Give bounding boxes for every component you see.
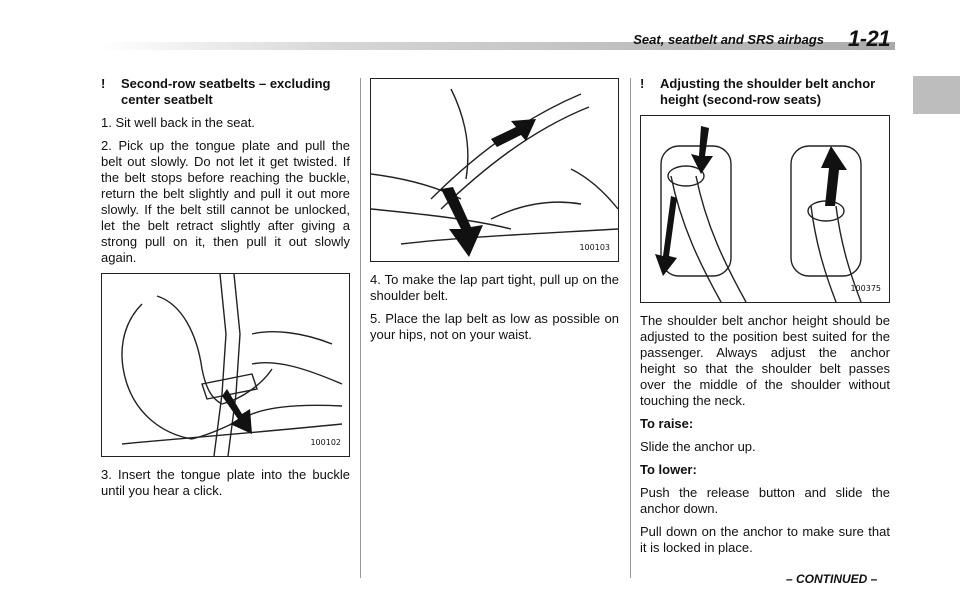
paragraph-lock-check: Pull down on the anchor to make sure that it is locked in place.	[640, 524, 890, 555]
step-1: 1. Sit well back in the seat.	[101, 115, 255, 130]
heading-text: Adjusting the shoulder belt anchor height (second-row seats)	[660, 76, 876, 107]
continued-note: – CONTINUED –	[786, 572, 878, 586]
chapter-tab	[913, 76, 960, 114]
column-divider-left	[360, 78, 361, 578]
figure-pull-shoulder	[370, 78, 619, 262]
figure-code: 100103	[579, 243, 610, 252]
page-number: 1-21	[847, 26, 890, 51]
illustration-pull-belt	[102, 274, 349, 456]
illustration-tighten-lap	[371, 79, 618, 261]
lower-label: To lower:	[640, 462, 697, 477]
step-5: 5. Place the lap belt as low as possible on your hips, not on your waist.	[370, 311, 619, 342]
figure-anchor-height	[640, 115, 890, 303]
illustration-anchor-adjust	[641, 116, 889, 302]
column-divider-right	[630, 78, 631, 578]
raise-text: Slide the anchor up.	[640, 439, 756, 454]
step-4: 4. To make the lap part tight, pull up on the shoulder belt.	[370, 272, 619, 303]
column-3	[640, 76, 890, 563]
column-1	[101, 76, 350, 506]
section-heading	[640, 76, 890, 108]
figure-code: 100375	[850, 284, 881, 293]
section-heading	[101, 76, 350, 108]
paragraph-anchor-height: The shoulder belt anchor height should be adjusted to the position best suited for the passenger. Always adjust the anchor height so that the shoulder belt passes over the middle of the shoulder without touching the neck.	[640, 313, 890, 408]
section-title: Seat, seatbelt and SRS airbags	[633, 32, 824, 47]
step-3: 3. Insert the tongue plate into the buckle until you hear a click.	[101, 467, 350, 498]
figure-tongue-plate	[101, 273, 350, 457]
heading-marker: !	[640, 76, 645, 91]
heading-text: Second-row seatbelts – excluding center seatbelt	[121, 76, 331, 107]
figure-code: 100102	[310, 438, 341, 447]
heading-marker: !	[101, 76, 106, 91]
column-2	[370, 76, 619, 350]
raise-label: To raise:	[640, 416, 694, 431]
step-2: 2. Pick up the tongue plate and pull the belt out slowly. Do not let it get twisted. If the belt stops before reaching the buckle, return the belt slightly and pull it out more slowly. If the belt still cannot be unlocked, let the belt retract slightly after giving a strong pull on it, then pull it out slowly again.	[101, 138, 350, 265]
lower-text: Push the release button and slide the anchor down.	[640, 485, 890, 516]
